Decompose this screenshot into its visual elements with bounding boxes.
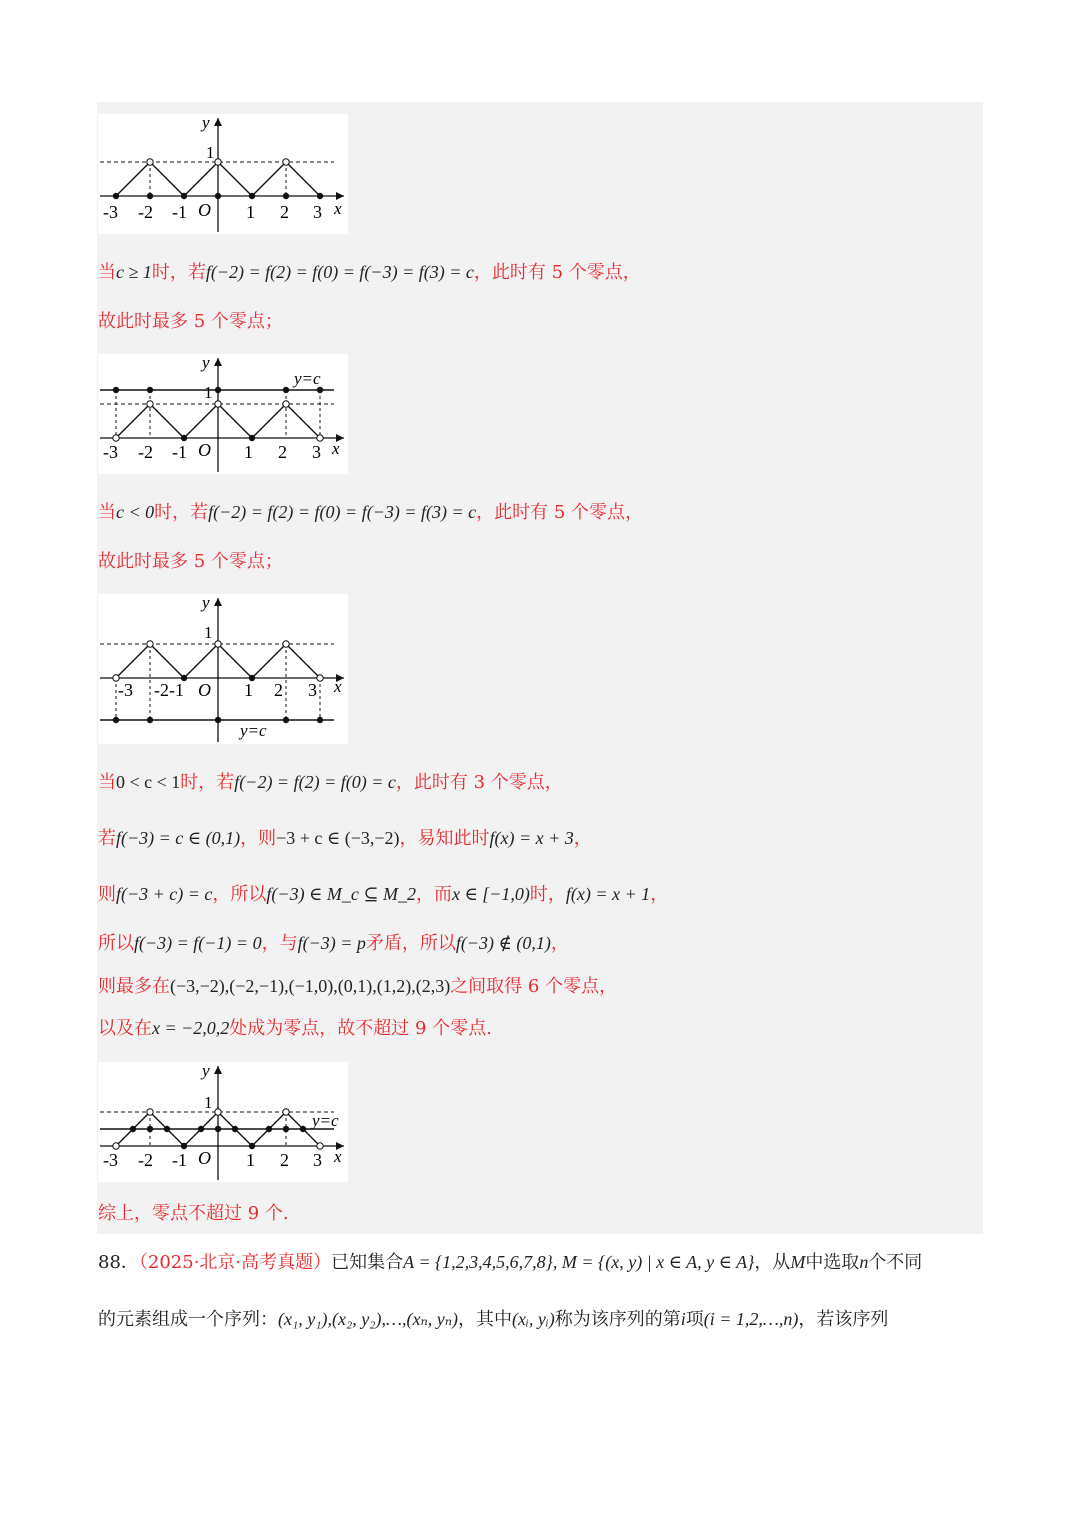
tick: -3: [103, 442, 118, 462]
y-tick: 1: [204, 383, 213, 402]
y-axis-label: y: [202, 1062, 210, 1080]
tick: 1: [244, 680, 253, 700]
tick: -2: [138, 202, 153, 222]
y-tick: 1: [204, 1093, 213, 1112]
line-label: y=c: [294, 369, 321, 388]
tick: 2: [280, 202, 289, 222]
tick: -1: [172, 202, 187, 222]
x-axis-label: x: [334, 1147, 342, 1166]
text-line: 则最多在(−3,−2),(−2,−1),(−1,0),(0,1),(1,2),(2,3)之间取得 6 个零点，: [98, 976, 618, 997]
origin-label: O: [198, 440, 211, 460]
tick: -3: [103, 1150, 118, 1170]
text-line: 所以f(−3) = f(−1) = 0，与f(−3) = p矛盾，所以f(−3) ∉ (0,1)，: [98, 933, 569, 954]
problem-88-line-2: 的元素组成一个序列：(x₁, y₁),(x₂, y₂),…,(xₙ, yₙ)，其中(xᵢ, yᵢ)称为该序列的第i项(i = 1,2,…,n)，若该序列: [98, 1309, 889, 1330]
origin-label: O: [198, 200, 211, 220]
y-axis-label: y: [202, 114, 210, 132]
tick: -2: [138, 1150, 153, 1170]
tick: -3: [118, 680, 133, 700]
tick: -1: [172, 1150, 187, 1170]
tick: 2: [278, 442, 287, 462]
tick: 1: [246, 202, 255, 222]
origin-label: O: [198, 1148, 211, 1168]
tick: 2: [274, 680, 283, 700]
graph-c-equals-1: [98, 114, 348, 234]
tick: 2: [280, 1150, 289, 1170]
x-axis-label: x: [334, 199, 342, 218]
x-axis-label: x: [332, 439, 340, 458]
text-line: 故此时最多 5 个零点；: [98, 551, 283, 572]
tick: -2: [138, 442, 153, 462]
tick: 3: [308, 680, 317, 700]
line-label: y=c: [312, 1111, 339, 1130]
origin-label: O: [198, 680, 211, 700]
tick: 3: [312, 442, 321, 462]
tick: -2-1: [154, 680, 184, 700]
text-line: 当c < 0时，若f(−2) = f(2) = f(0) = f(−3) = f(3) = c，此时有 5 个零点，: [98, 502, 644, 523]
graph-c-lt-0: [98, 594, 348, 744]
tick: -3: [103, 202, 118, 222]
x-axis-label: x: [334, 677, 342, 696]
tick: 1: [244, 442, 253, 462]
text-line: 若f(−3) = c ∈ (0,1)，则−3 + c ∈ (−3,−2)，易知此时f(x) = x + 3，: [98, 828, 592, 849]
y-axis-label: y: [202, 594, 210, 612]
graph-c-between-0-1: [98, 1062, 348, 1182]
y-axis-label: y: [202, 354, 210, 372]
text-line: 故此时最多 5 个零点；: [98, 311, 283, 332]
graph-c-ge-1: [98, 354, 348, 474]
text-line: 则f(−3 + c) = c，所以f(−3) ∈ M_c ⊆ M_2，而x ∈ [−1,0)时，f(x) = x + 1，: [98, 884, 669, 905]
text-line: 当c ≥ 1时，若f(−2) = f(2) = f(0) = f(−3) = f(3) = c，此时有 5 个零点，: [98, 262, 641, 283]
line-label: y=c: [240, 721, 267, 740]
y-tick: 1: [206, 143, 215, 162]
problem-88-line-1: 88．（2025·北京·高考真题）已知集合A = {1,2,3,4,5,6,7,8}, M = {(x, y) | x ∈ A, y ∈ A}，从M中选取n个不同: [98, 1252, 923, 1273]
tick: 3: [313, 1150, 322, 1170]
y-tick: 1: [204, 623, 213, 642]
text-line: 以及在x = −2,0,2处成为零点，故不超过 9 个零点.: [98, 1018, 492, 1039]
tick: 3: [313, 202, 322, 222]
text-line: 当0 < c < 1时，若f(−2) = f(2) = f(0) = c，此时有 3 个零点，: [98, 772, 563, 793]
text-line: 综上，零点不超过 9 个.: [98, 1203, 289, 1224]
tick: -1: [172, 442, 187, 462]
tick: 1: [246, 1150, 255, 1170]
